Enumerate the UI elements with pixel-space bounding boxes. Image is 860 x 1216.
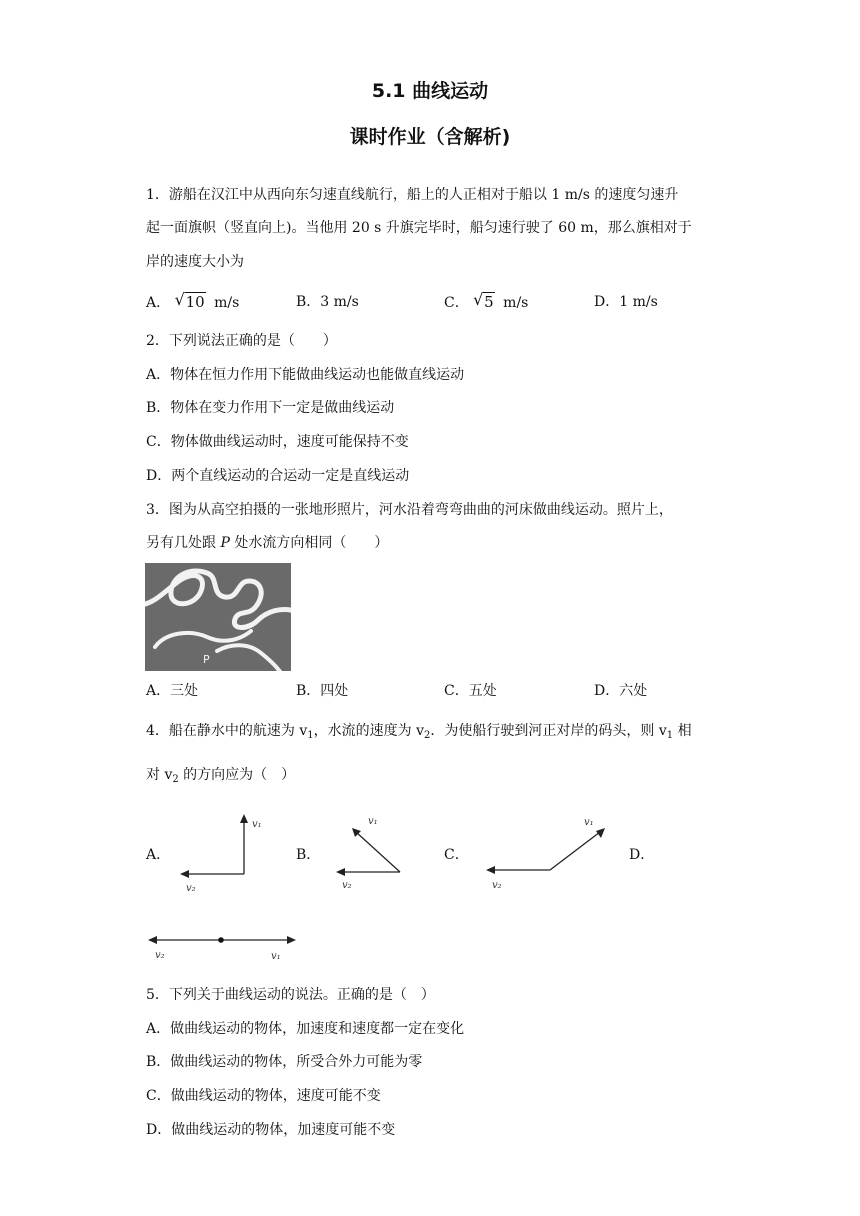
q5-option-d: D．做曲线运动的物体，加速度可能不变 [146,1122,396,1138]
v2-label: v₂ [342,880,352,891]
v1-arrowhead [240,814,248,823]
q4-option-c: C． [444,847,469,863]
v2-arrowhead [148,936,157,944]
v2-arrowhead [180,870,189,878]
vector-figure-a [170,810,275,900]
q1-line-1: 1．游船在汉江中从西向东匀速直线航行，船上的人正相对于船以 1 m/s 的速度匀速升 [146,187,679,203]
v2-label: v₂ [492,880,502,891]
page-subtitle: 课时作业（含解析) [349,126,511,148]
vector-figure-c [478,808,613,898]
q1-option-a [146,292,239,313]
q1-option-b: B．3 m/s [296,294,359,310]
point-p-label: P [220,535,230,551]
q1-line-3: 岸的速度大小为 [146,254,244,270]
q4-line-2: 对 $v_2$ 的方向应为（ ） [146,767,296,785]
q5-option-a: A．做曲线运动的物体，加速度和速度都一定在变化 [146,1021,465,1037]
q2-option-b: B．物体在变力作用下一定是做曲线运动 [146,400,395,416]
v1-arrowhead [287,936,296,944]
q1-option-c-unit: m/s [503,295,529,311]
v1-label: v₁ [252,819,262,830]
q1-option-d: D．1 m/s [594,294,658,310]
q1-option-c-radicand: 5 [484,293,494,311]
sqrt-symbol: √ 5 [473,290,494,311]
q2-option-a: A．物体在恒力作用下能做曲线运动也能做直线运动 [146,367,465,383]
q3-option-c: C．五处 [444,683,497,699]
q4-line-1: 4．船在静水中的航速为 $v_1$，水流的速度为 $v_2$．为使船行驶到河正对岸的码头，则 $v_1$ 相 [146,723,692,741]
q4-option-b: B． [296,847,321,863]
v1-arrow-line [550,832,600,870]
q1-option-c-label: C． [444,295,469,311]
photo-background [145,563,291,671]
v2-label: v₂ [186,883,196,894]
v2-arrowhead [336,868,345,876]
v1-arrowhead [596,828,605,838]
q1-line-2: 起一面旗帜（竖直向上)。当他用 20 s 升旗完毕时，船匀速行驶了 60 m，那么旗相对于 [146,220,692,236]
q3-option-a: A．三处 [146,683,199,699]
sqrt-symbol: √ 10 [174,290,205,311]
v1-label: v₁ [584,817,594,828]
q2-option-d: D．两个直线运动的合运动一定是直线运动 [146,468,410,484]
v1-label: v₁ [368,816,378,827]
q2-stem: 2．下列说法正确的是（ ） [146,333,337,349]
page-title: 5.1 曲线运动 [371,80,489,102]
v1-arrow-line [356,832,400,872]
q1-option-a-label: A． [146,295,171,311]
q1-option-c [444,292,528,313]
q3-line-1: 3．图为从高空拍摄的一张地形照片，河水沿着弯弯曲曲的河床做曲线运动。照片上， [146,502,673,518]
vector-figure-d [143,926,303,966]
photo-p-label: P [203,653,210,666]
v1-label: v₁ [271,951,281,962]
q4-option-a: A． [146,847,171,863]
q3-option-d: D．六处 [594,683,648,699]
q5-option-b: B．做曲线运动的物体，所受合外力可能为零 [146,1054,423,1070]
q5-option-c: C．做曲线运动的物体，速度可能不变 [146,1088,381,1104]
q4-option-d: D． [629,847,655,863]
vector-figure-b [330,810,410,900]
q2-option-c: C．物体做曲线运动时，速度可能保持不变 [146,434,409,450]
v2-label: v₂ [155,950,165,961]
q1-option-a-radicand: 10 [185,293,205,311]
q5-stem: 5．下列关于曲线运动的说法。正确的是（ ） [146,987,435,1003]
river-photo [145,563,291,671]
q3-option-b: B．四处 [296,683,349,699]
q3-line-2: 另有几处跟 P 处水流方向相同（ ） [146,535,389,551]
origin-dot [218,937,224,943]
v2-arrowhead [486,866,495,874]
q1-option-a-unit: m/s [214,295,240,311]
